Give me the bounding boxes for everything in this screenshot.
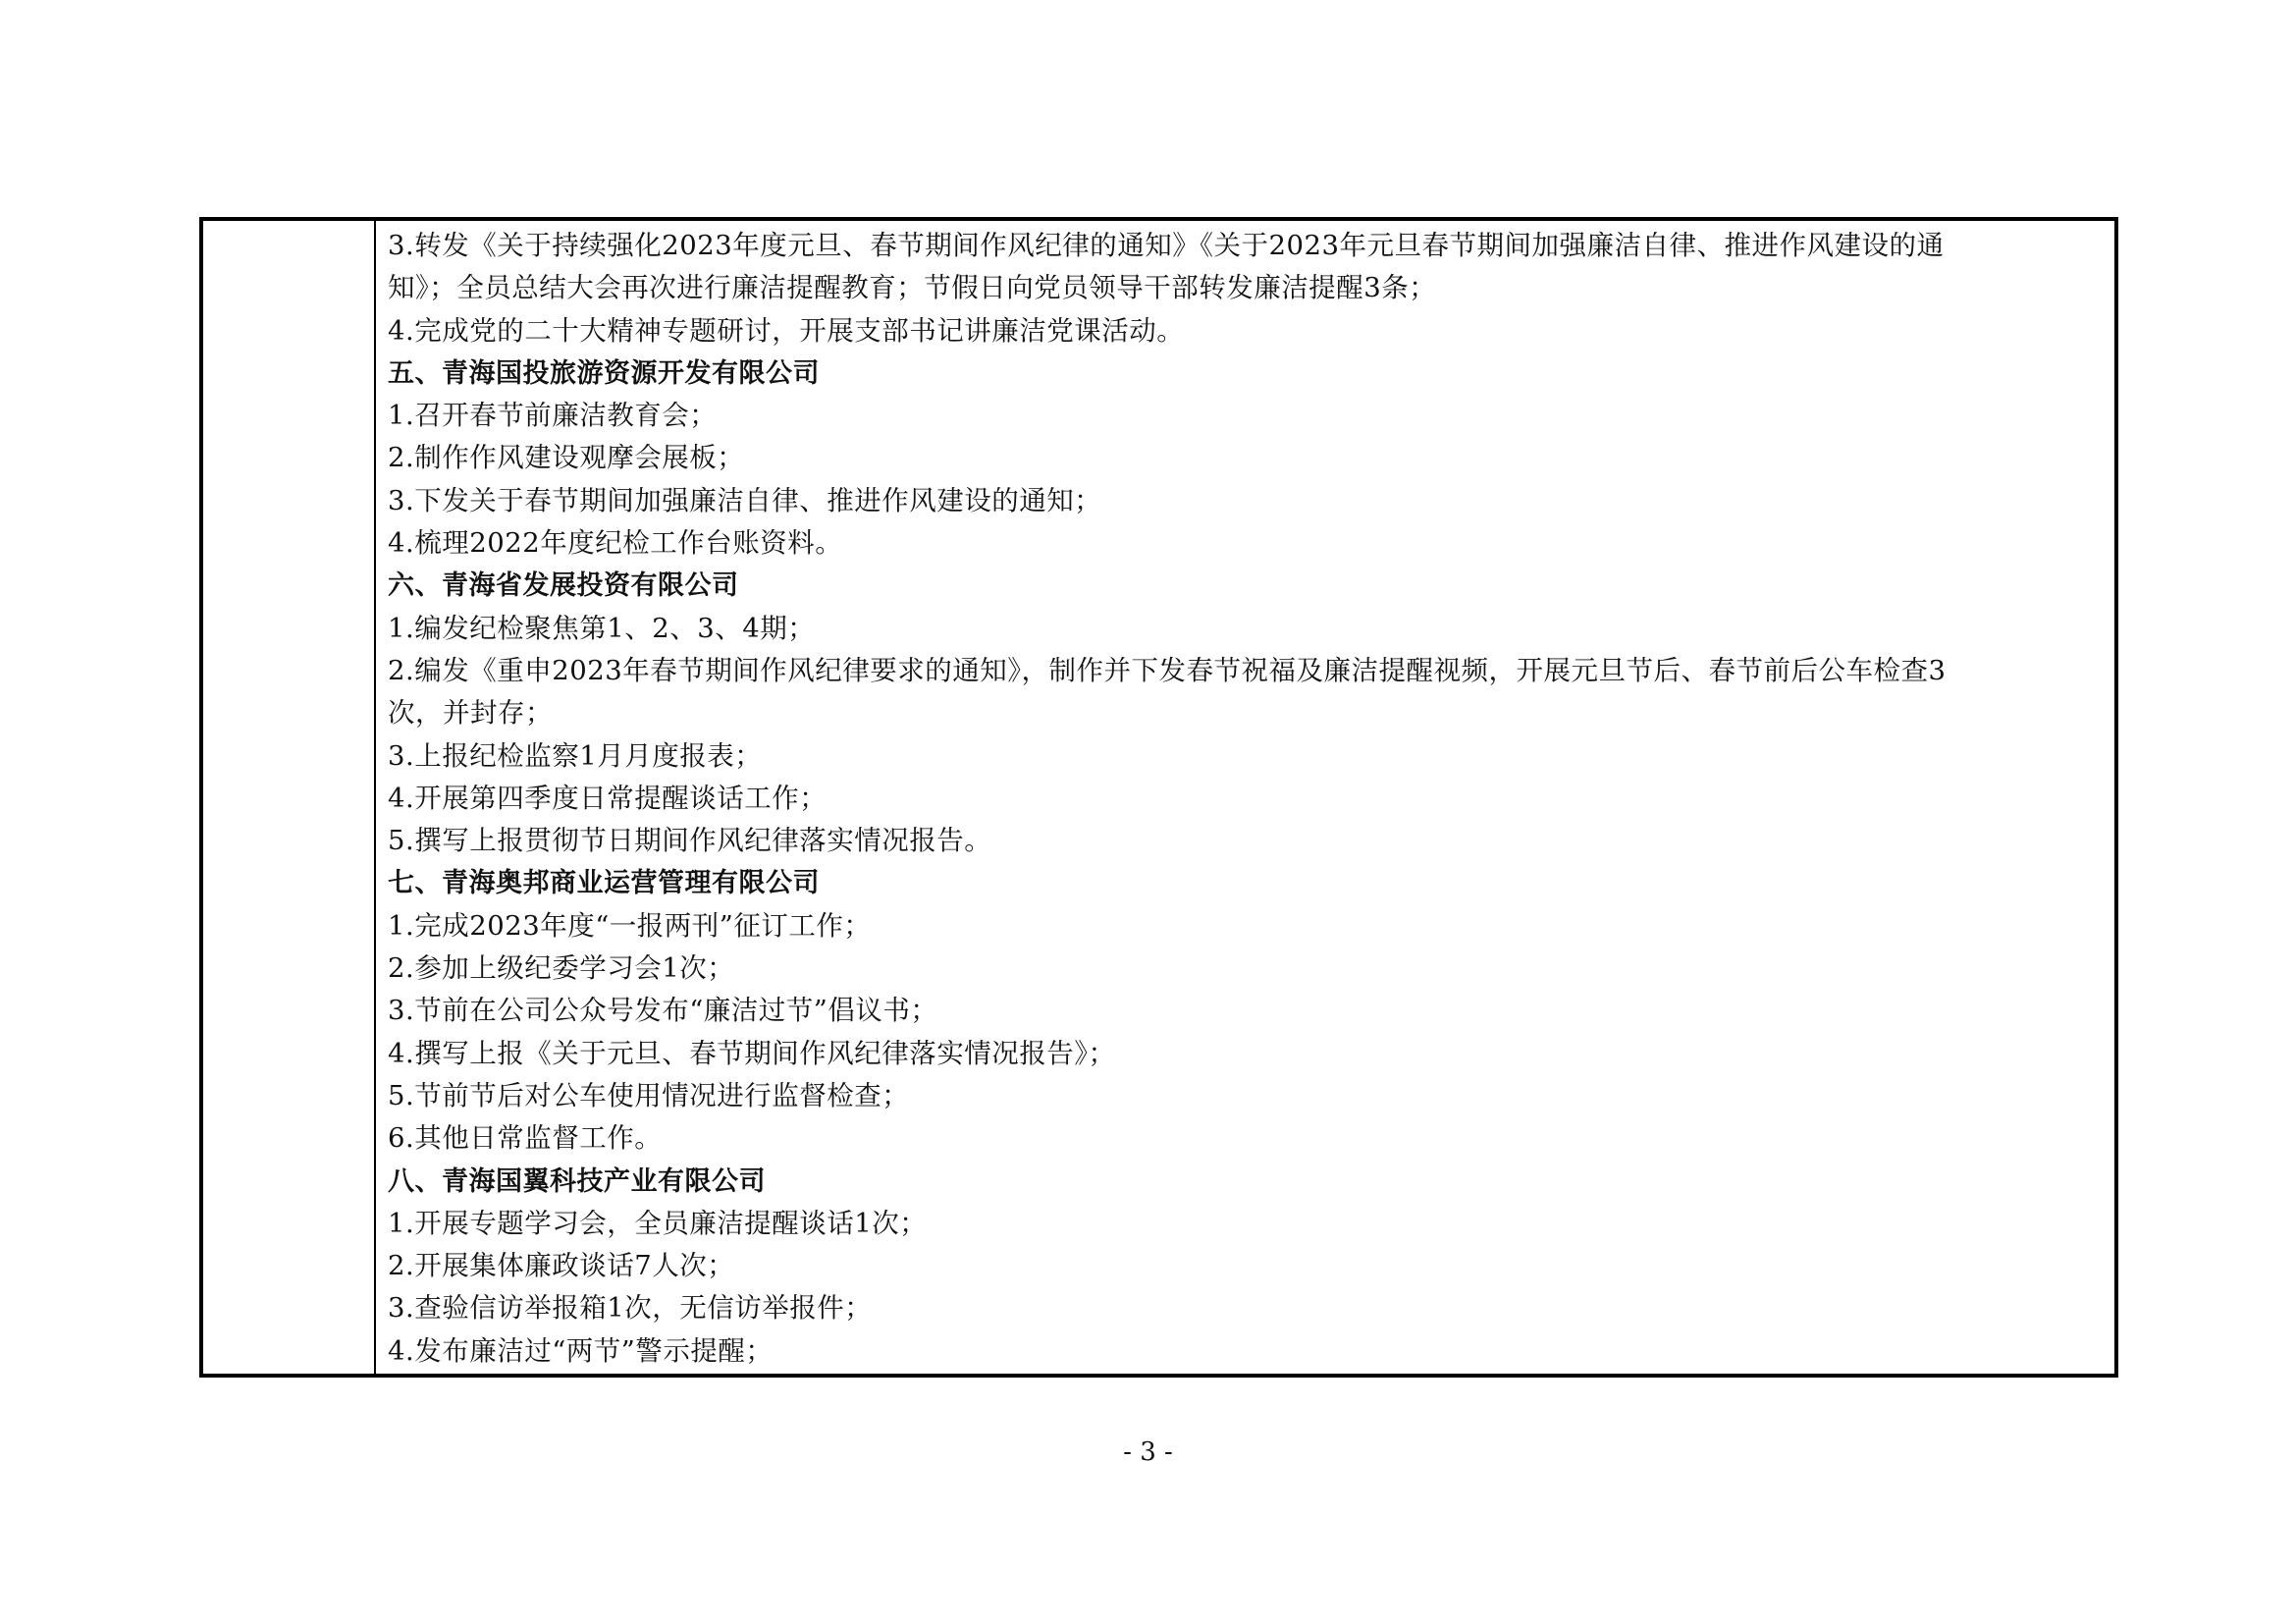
section-heading: 七、青海奥邦商业运营管理有限公司 xyxy=(388,868,820,899)
content-line: 2.参加上级纪委学习会1次； xyxy=(388,952,735,985)
content-line: 4.发布廉洁过“两节”警示提醒； xyxy=(388,1334,774,1367)
content-line: 3.节前在公司公众号发布“廉洁过节”倡议书； xyxy=(388,995,938,1027)
content-line: 6.其他日常监督工作。 xyxy=(388,1122,663,1155)
document-table xyxy=(199,217,2118,1378)
content-line: 3.上报纪检监察1月月度报表； xyxy=(388,739,763,772)
table-left-column xyxy=(203,221,376,1374)
content-line: 1.召开春节前廉洁教育会； xyxy=(388,400,718,432)
content-line: 5.撰写上报贯彻节日期间作风纪律落实情况报告。 xyxy=(388,825,992,857)
content-line: 5.节前节后对公车使用情况进行监督检查； xyxy=(388,1079,910,1111)
content-line: 2.制作作风建设观摩会展板； xyxy=(388,442,745,474)
page-number: - 3 - xyxy=(1123,1437,1173,1467)
content-line: 知》；全员总结大会再次进行廉洁提醒教育；节假日向党员领导干部转发廉洁提醒3条； xyxy=(388,272,1437,304)
content-line: 次，并封存； xyxy=(388,697,553,730)
content-line: 4.开展第四季度日常提醒谈话工作； xyxy=(388,782,828,814)
section-heading: 五、青海国投旅游资源开发有限公司 xyxy=(388,357,820,389)
content-line: 1.编发纪检聚焦第1、2、3、4期； xyxy=(388,612,816,644)
content-line: 3.查验信访举报箱1次，无信访举报件； xyxy=(388,1292,873,1325)
section-heading: 八、青海国翼科技产业有限公司 xyxy=(388,1165,766,1197)
table-content-column xyxy=(376,221,2114,1374)
content-line: 4.完成党的二十大精神专题研讨，开展支部书记讲廉洁党课活动。 xyxy=(388,314,1185,347)
section-heading: 六、青海省发展投资有限公司 xyxy=(388,570,739,602)
content-line: 1.开展专题学习会，全员廉洁提醒谈话1次； xyxy=(388,1207,928,1239)
content-line: 4.撰写上报《关于元旦、春节期间作风纪律落实情况报告》； xyxy=(388,1037,1116,1069)
content-line: 4.梳理2022年度纪检工作台账资料。 xyxy=(388,527,843,560)
content-line: 2.编发《重申2023年春节期间作风纪律要求的通知》，制作并下发春节祝福及廉洁提醒视频，开展元旦节后、春节前后公车检查3 xyxy=(388,654,1947,686)
content-line: 3.转发《关于持续强化2023年度元旦、春节期间作风纪律的通知》《关于2023年元旦春节期间加强廉洁自律、推进作风建设的通 xyxy=(388,230,1945,261)
content-line: 3.下发关于春节期间加强廉洁自律、推进作风建设的通知； xyxy=(388,484,1102,516)
content-line: 2.开展集体廉政谈话7人次； xyxy=(388,1250,735,1282)
content-line: 1.完成2023年度“一报两刊”征订工作； xyxy=(388,909,872,942)
